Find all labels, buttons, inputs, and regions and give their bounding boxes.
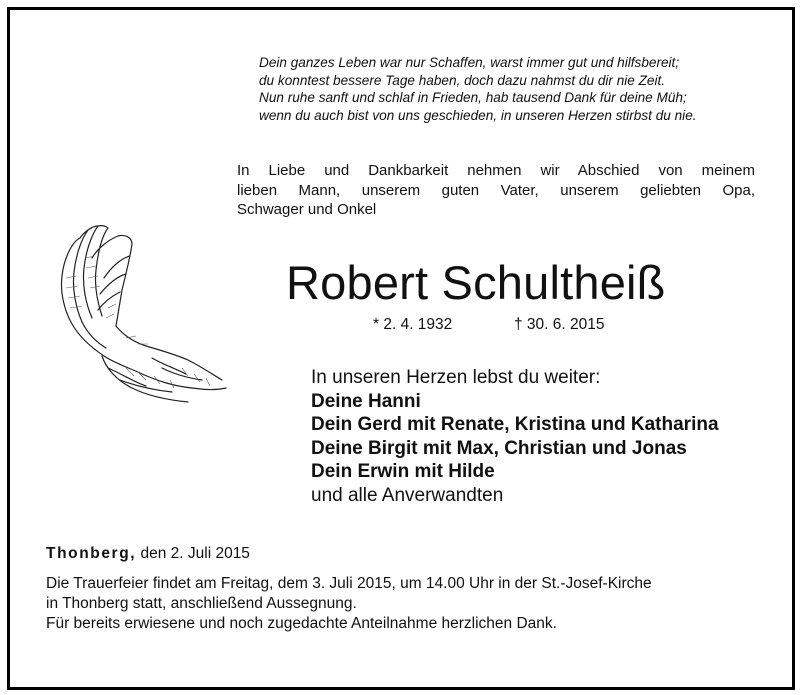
- poem-line: Dein ganzes Leben war nur Schaffen, warst immer gut und hilfsbereit;: [259, 55, 680, 70]
- memorial-poem: [259, 54, 759, 124]
- deceased-name: Robert Schultheiß: [286, 256, 666, 309]
- death-date: † 30. 6. 2015: [514, 316, 605, 333]
- birth-date: * 2. 4. 1932: [373, 316, 453, 333]
- mourner-name: Dein Erwin mit Hilde: [311, 461, 495, 482]
- thanks-line: Für bereits erwiesene und noch zugedachte Anteilnahme herzlichen Dank.: [46, 615, 557, 632]
- mourner-name: Deine Birgit mit Max, Christian und Jonas: [311, 437, 687, 459]
- mourner-name: Deine Hanni: [311, 390, 421, 412]
- poem-line: Nun ruhe sanft und schlaf in Frieden, hab tausend Dank für deine Müh;: [259, 90, 687, 105]
- mourners-closing: und alle Anverwandten: [311, 484, 504, 506]
- place-name: Thonberg,: [46, 545, 137, 562]
- funeral-info: [46, 574, 766, 634]
- poem-line: du konntest bessere Tage haben, doch dazu nahmst du dir nie Zeit.: [259, 72, 666, 88]
- funeral-line-1: Die Trauerfeier findet am Freitag, dem 3. Juli 2015, um 14.00 Uhr in der St.-Josef-Kirche: [46, 575, 652, 592]
- place-date: [46, 545, 250, 563]
- intro-line-3: Schwager und Onkel: [237, 201, 377, 218]
- poem-line: wenn du auch bist von uns geschieden, in unseren Herzen stirbst du nie.: [259, 107, 697, 123]
- funeral-line-2: in Thonberg statt, anschließend Aussegnung.: [46, 595, 357, 612]
- farewell-intro: [237, 161, 755, 220]
- notice-date: den 2. Juli 2015: [140, 545, 250, 562]
- intro-line-1: In Liebe und Dankbarkeit nehmen wir Abschied von meinem: [237, 162, 755, 179]
- mourners-list: [311, 366, 719, 507]
- mourners-intro: In unseren Herzen lebst du weiter:: [311, 367, 601, 388]
- intro-line-2: lieben Mann, unserem guten Vater, unserem geliebten Opa,: [237, 181, 755, 199]
- praying-hands-icon: [42, 218, 228, 410]
- mourner-name: Dein Gerd mit Renate, Kristina und Katharina: [311, 414, 719, 435]
